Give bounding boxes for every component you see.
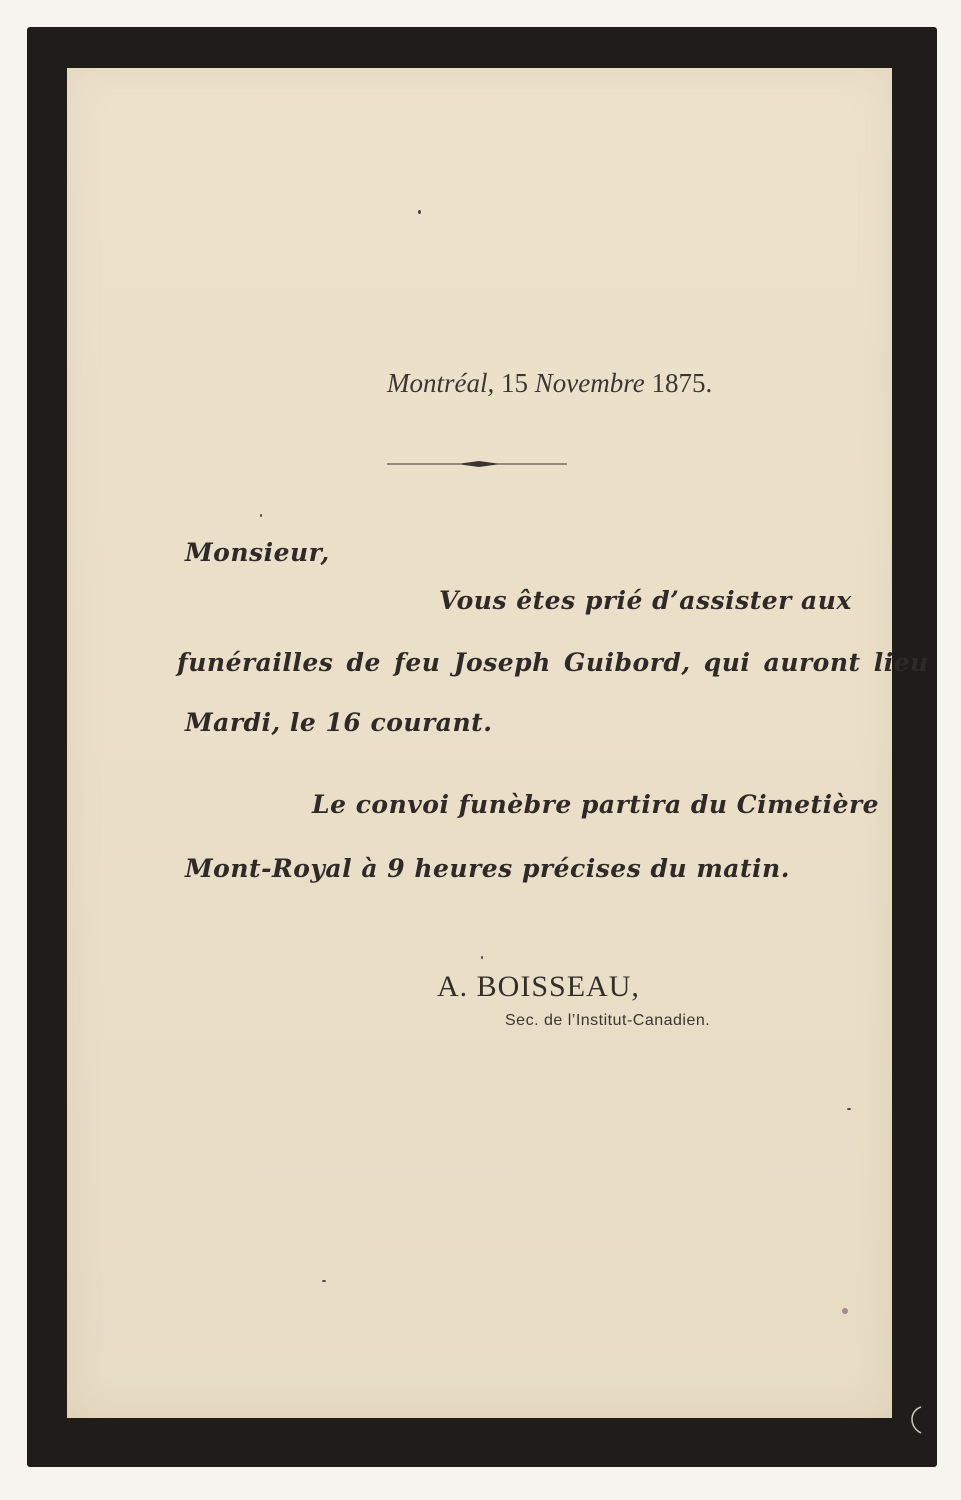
date-month: Novembre — [534, 368, 645, 398]
invitation-line-2: funérailles de feu Joseph Guibord, qui auront lieu — [177, 648, 929, 677]
funeral-invitation-paper — [67, 68, 929, 1418]
salutation: Monsieur, — [185, 538, 330, 567]
paper-speck — [418, 210, 421, 214]
procession-line-1: Le convoi funèbre partira du Cimetière — [312, 790, 880, 819]
invitation-line-1: Vous êtes prié d’assister aux — [439, 586, 852, 615]
date-place: Montréal, — [387, 368, 495, 398]
signature-title: Sec. de l’Institut-Canadien. — [505, 1012, 711, 1029]
invitation-line-3: Mardi, le 16 courant. — [185, 708, 493, 737]
date-line — [387, 368, 712, 399]
ornamental-rule — [387, 460, 567, 468]
paper-speck — [260, 514, 262, 517]
signature-name: A. BOISSEAU, — [437, 970, 640, 1003]
paper-stain — [842, 1308, 848, 1314]
paper-speck — [322, 1280, 326, 1282]
paper-speck — [847, 1108, 851, 1110]
procession-line-2: Mont-Royal à 9 heures précises du matin. — [185, 854, 790, 883]
paper-curl — [905, 1405, 925, 1435]
date-year: 1875. — [651, 368, 713, 398]
date-day: 15 — [501, 368, 528, 398]
paper-speck — [481, 956, 483, 959]
